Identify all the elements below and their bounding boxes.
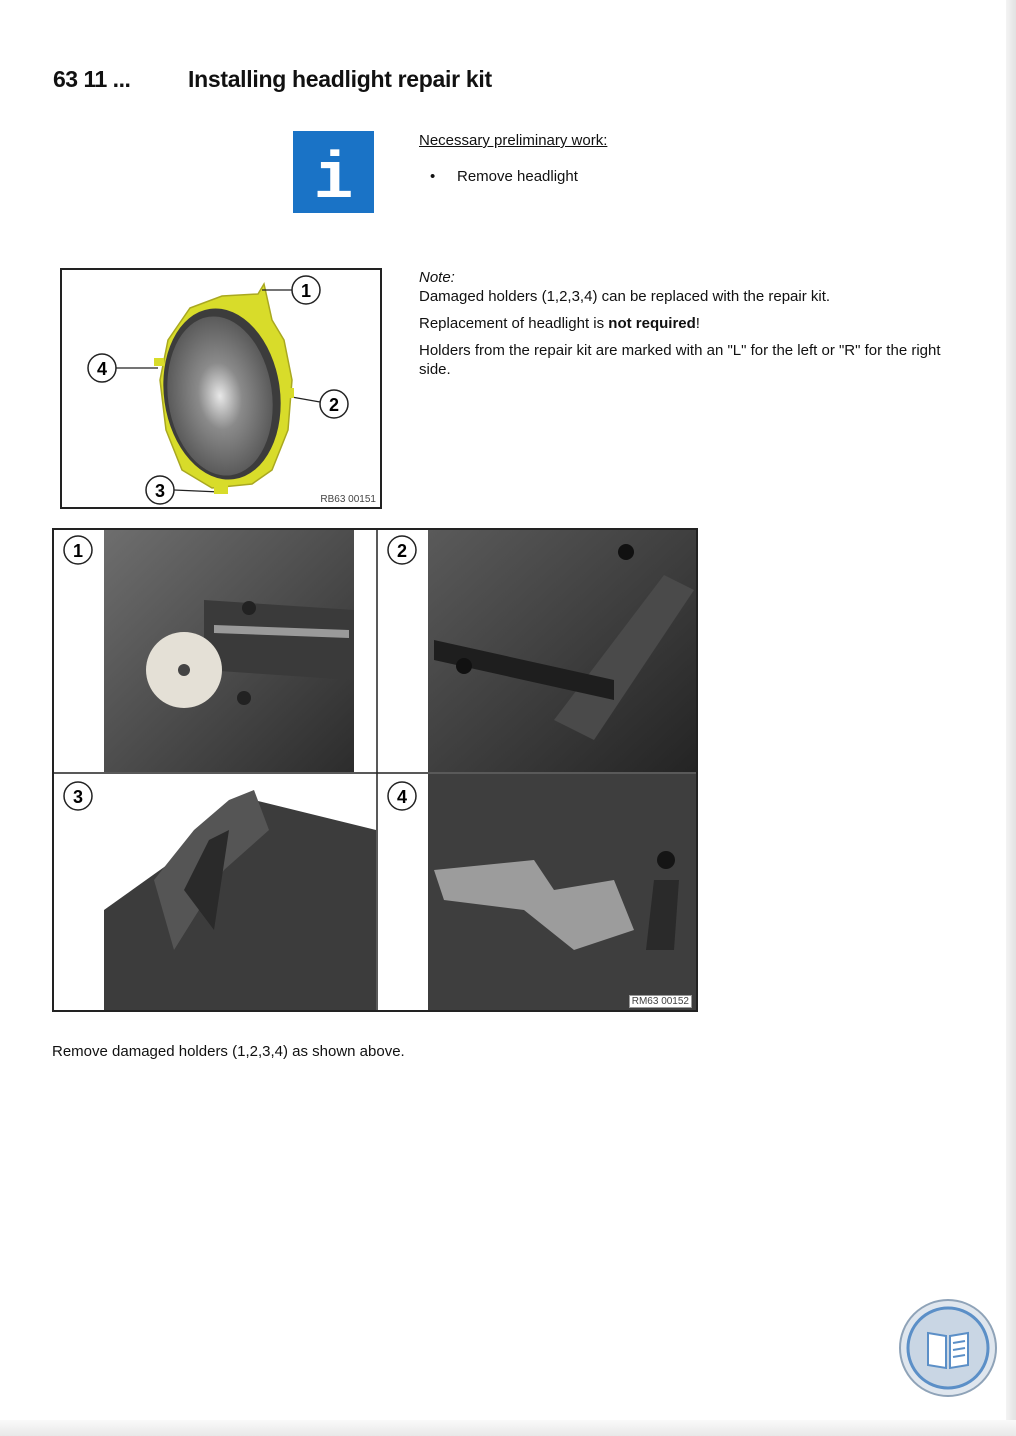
svg-text:1: 1	[72, 541, 84, 561]
photo-panel-2	[378, 530, 696, 772]
holder-photo-grid	[52, 528, 698, 1012]
note-line: Damaged holders (1,2,3,4) can be replaced with the repair kit.	[419, 288, 831, 305]
figure-code: RM63 00152	[629, 995, 692, 1008]
note-line: Holders from the repair kit are marked with an "L" for the left or "R" for the right side.	[419, 342, 941, 378]
svg-text:1: 1	[300, 281, 312, 301]
page-edge-right	[1006, 0, 1016, 1436]
note-label: Note:	[419, 269, 455, 286]
headlight-overview-figure	[60, 268, 382, 509]
page-edge-bottom	[0, 1420, 1016, 1436]
photo-panel-1	[54, 530, 376, 772]
svg-text:2: 2	[328, 395, 340, 415]
svg-text:2: 2	[396, 541, 408, 561]
svg-text:3: 3	[154, 481, 166, 501]
section-number: 63 11 ...	[53, 66, 131, 92]
info-icon	[293, 131, 374, 213]
instruction-caption: Remove damaged holders (1,2,3,4) as shown above.	[52, 1043, 405, 1060]
photo-panel-4	[378, 774, 696, 1010]
preliminary-item: Remove headlight	[457, 168, 578, 185]
svg-text:4: 4	[396, 787, 408, 807]
svg-text:3: 3	[72, 787, 84, 807]
preliminary-work-heading: Necessary preliminary work:	[419, 132, 608, 149]
manual-book-icon[interactable]	[898, 1298, 998, 1398]
bullet-icon: •	[430, 168, 436, 185]
note-block	[419, 268, 959, 387]
figure-code: RB63 00151	[320, 494, 376, 505]
svg-text:4: 4	[96, 359, 108, 379]
photo-panel-3	[54, 774, 376, 1010]
note-line-emphasis: Replacement of headlight is not required!	[419, 315, 700, 332]
info-glyph: i	[313, 142, 354, 213]
page-title: Installing headlight repair kit	[188, 66, 492, 92]
